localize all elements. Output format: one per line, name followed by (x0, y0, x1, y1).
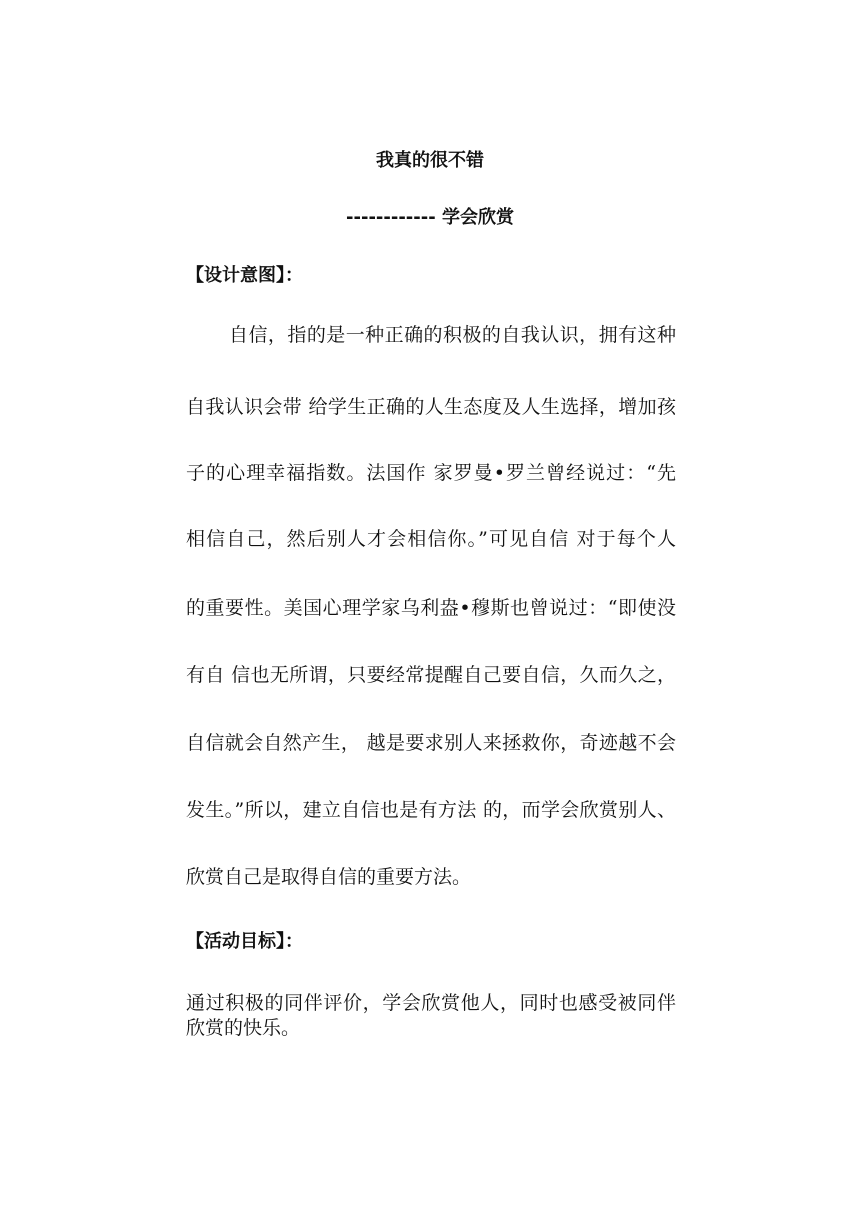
paragraph-line: 有自 信也无所谓，只要经常提醒自己要自信，久而久之， (186, 664, 676, 686)
paragraph-line: 的重要性。美国心理学家乌利盎•穆斯也曾说过：“即使没 (186, 597, 676, 619)
paragraph-line: 自信就会自然产生， 越是要求别人来拯救你，奇迹越不会 (186, 732, 676, 754)
paragraph-line: 自我认识会带 给学生正确的人生态度及人生选择，增加孩 (186, 396, 676, 418)
section-heading-activity-goal: 【活动目标】： (186, 931, 303, 952)
paragraph-line: 相信自己，然后别人才会相信你。”可见自信 对于每个人 (186, 528, 676, 550)
paragraph-line: 欣赏自己是取得自信的重要方法。 (186, 866, 472, 888)
section-heading-design-intent: 【设计意图】： (186, 265, 303, 286)
paragraph-line: 发生。”所以，建立自信也是有方法 的，而学会欣赏别人、 (186, 799, 676, 821)
paragraph-line: 自信，指的是一种正确的积极的自我认识，拥有这种 (229, 324, 676, 346)
document-title: 我真的很不错 (376, 150, 484, 171)
objective-line: 欣赏的快乐。 (186, 1017, 301, 1039)
objective-line: 通过积极的同伴评价，学会欣赏他人，同时也感受被同伴 (186, 992, 676, 1014)
document-subtitle: ------------ 学会欣赏 (346, 207, 514, 228)
paragraph-line: 子的心理幸福指数。法国作 家罗曼•罗兰曾经说过：“先 (186, 462, 676, 484)
